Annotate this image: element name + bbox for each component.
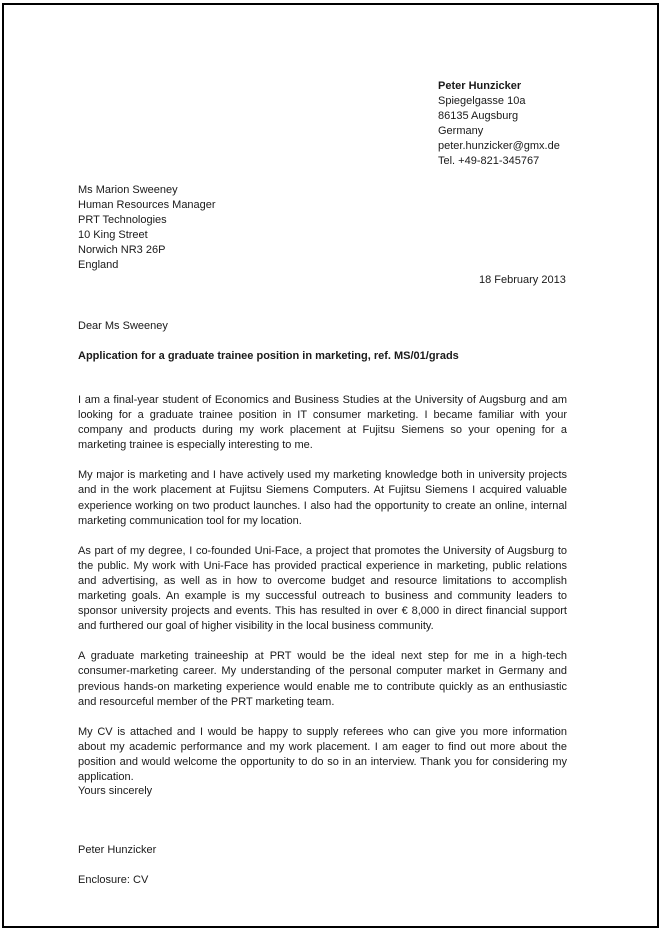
recipient-street: 10 King Street <box>78 229 148 241</box>
letter-date: 18 February 2013 <box>479 274 566 286</box>
closing: Yours sincerely <box>78 785 153 797</box>
letter-body <box>78 393 567 800</box>
body-paragraph: My major is marketing and I have actively used my marketing knowledge both in university projects and in the work placement at Fujitsu Siemens Computers. At Fujitsu Siemens I acquired valuable experience working on two product launches. I also had the opportunity to create an online, internal marketing communication tool for my location. <box>78 469 567 527</box>
body-paragraph: I am a final-year student of Economics and Business Studies at the University of Augsburg and am looking for a graduate trainee position in IT consumer marketing. I became familiar with your company and products during my work placement at Fujitsu Siemens so your opening for a marketing trainee is especially interesting to me. <box>78 394 567 452</box>
recipient-city: Norwich NR3 26P <box>78 244 166 256</box>
recipient-address-block <box>78 183 216 273</box>
sender-city: 86135 Augsburg <box>438 110 519 122</box>
recipient-title: Human Resources Manager <box>78 199 216 211</box>
letter-page <box>2 3 659 928</box>
enclosure-note: Enclosure: CV <box>78 874 149 886</box>
recipient-company: PRT Technologies <box>78 214 167 226</box>
subject-line: Application for a graduate trainee position in marketing, ref. MS/01/grads <box>78 350 459 362</box>
body-paragraph: As part of my degree, I co-founded Uni-Face, a project that promotes the University of Augsburg to the public. My work with Uni-Face has provided practical experience in marketing, public relations and advertising, as well as in how to overcome budget and resource limitations to accomplish marketing goals. An example is my successful outreach to business and community leaders to sponsor university projects and events. This has resulted in over € 8,000 in direct financial support and furthered our goal of higher visibility in the local business community. <box>78 544 567 633</box>
sender-street: Spiegelgasse 10a <box>438 95 526 107</box>
salutation: Dear Ms Sweeney <box>78 320 168 332</box>
sender-phone: Tel. +49-821-345767 <box>438 155 540 167</box>
sender-name: Peter Hunzicker <box>438 80 522 92</box>
body-paragraph: My CV is attached and I would be happy to supply referees who can give you more information about my academic performance and my work placement. I am eager to find out more about the position and would welcome the opportunity to do so in an interview. Thank you for considering my application. <box>78 725 567 783</box>
sender-address-block <box>438 79 560 169</box>
signature-name: Peter Hunzicker <box>78 844 157 856</box>
recipient-country: England <box>78 259 119 271</box>
sender-email: peter.hunzicker@gmx.de <box>438 140 560 152</box>
sender-country: Germany <box>438 125 484 137</box>
body-paragraph: A graduate marketing traineeship at PRT would be the ideal next step for me in a high-tech consumer-marketing career. My understanding of the personal computer market in Germany and previous hands-on marketing experience would enable me to contribute quickly as an enthusiastic and resourceful member of the PRT marketing team. <box>78 650 567 708</box>
recipient-name: Ms Marion Sweeney <box>78 184 178 196</box>
